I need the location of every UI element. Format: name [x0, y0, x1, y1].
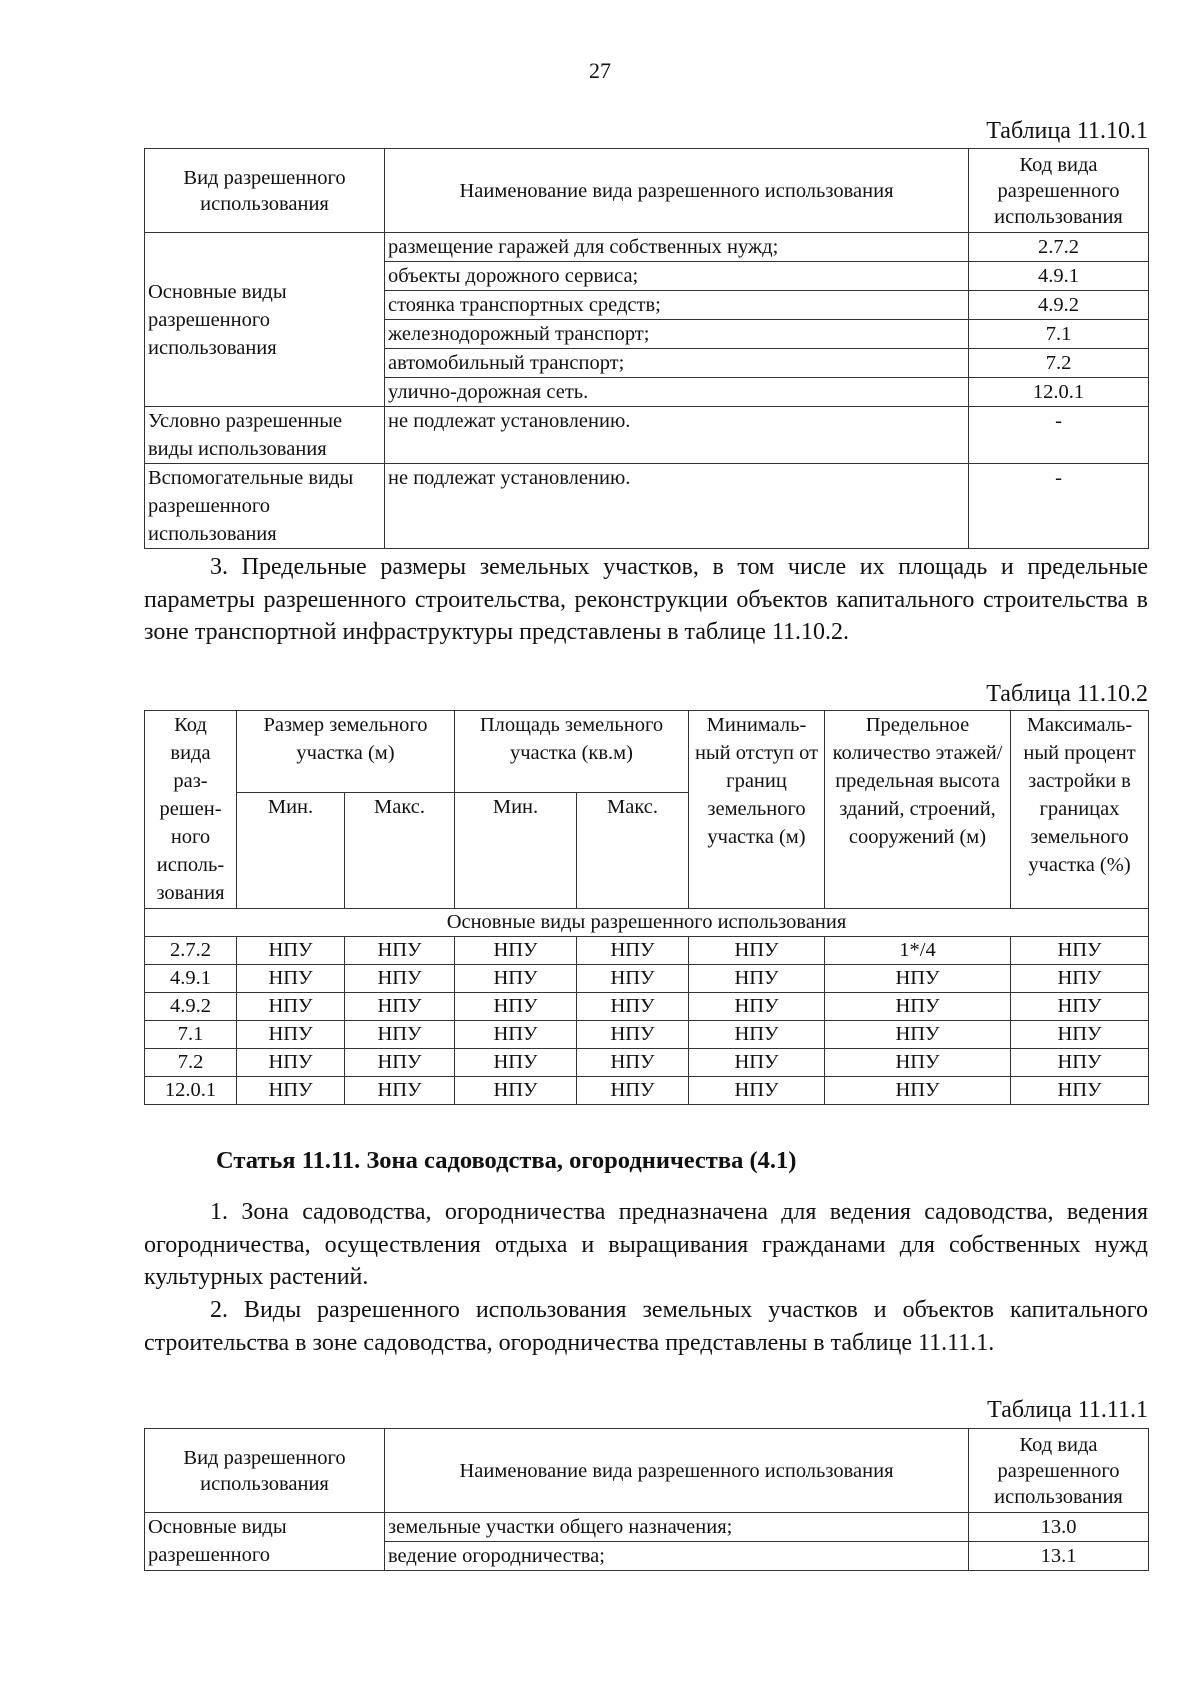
cell: НПУ [689, 1021, 825, 1049]
paragraph-article-1-text: 1. Зона садоводства, огородничества предназначена для ведения садоводства, ведения огородничества, осуществления отдыха и выращивания гражданами для собственных нужд культурных растений. [144, 1199, 1148, 1290]
cell: НПУ [345, 1049, 455, 1077]
use-code: 7.1 [969, 320, 1149, 349]
use-name: земельные участки общего назначения; [385, 1513, 969, 1542]
cell: НПУ [825, 993, 1011, 1021]
table-caption-11-10-1: Таблица 11.10.1 [986, 118, 1148, 144]
cell: 7.2 [145, 1049, 237, 1077]
cell: НПУ [825, 1077, 1011, 1105]
table-row [145, 1049, 1149, 1077]
permitted-use-table-11-11-1 [144, 1428, 1149, 1571]
cell: НПУ [237, 1049, 345, 1077]
cell: НПУ [455, 1049, 577, 1077]
header-use-code: Код вида разрешенного использования [969, 1429, 1149, 1513]
cell: НПУ [825, 1049, 1011, 1077]
cell: НПУ [825, 1021, 1011, 1049]
cell: НПУ [689, 937, 825, 965]
cell: НПУ [689, 1077, 825, 1105]
header-use-code: Код вида разрешенного использования [969, 149, 1149, 233]
header-max-building-percent: Максималь-ный процент застройки в границах земельного участка (%) [1011, 711, 1149, 909]
cell: НПУ [1011, 1049, 1149, 1077]
parameters-table-11-10-2 [144, 710, 1149, 1105]
paragraph-article-2 [144, 1294, 1148, 1359]
table-row [145, 1021, 1149, 1049]
cell: НПУ [577, 1049, 689, 1077]
cell: НПУ [689, 1049, 825, 1077]
page-number: 27 [589, 58, 611, 83]
header-size-min: Мин. [237, 793, 345, 909]
cell: НПУ [577, 1077, 689, 1105]
header-plot-area: Площадь земельного участка (кв.м) [455, 711, 689, 793]
use-code: - [969, 464, 1149, 549]
cell: НПУ [345, 1021, 455, 1049]
cell: НПУ [237, 937, 345, 965]
cell: 2.7.2 [145, 937, 237, 965]
header-use-name: Наименование вида разрешенного использования [385, 149, 969, 233]
cell: 12.0.1 [145, 1077, 237, 1105]
header-min-setback: Минималь-ный отступ от границ земельного участка (м) [689, 711, 825, 909]
use-name: не подлежат установлению. [385, 464, 969, 549]
cell: НПУ [345, 965, 455, 993]
cell: НПУ [577, 993, 689, 1021]
permitted-use-table-11-10-1 [144, 148, 1149, 549]
cell: 7.1 [145, 1021, 237, 1049]
group-main-uses: Основные виды разрешенного [145, 1513, 385, 1571]
use-name: автомобильный транспорт; [385, 349, 969, 378]
header-size-max: Макс. [345, 793, 455, 909]
cell: НПУ [455, 1021, 577, 1049]
cell: НПУ [577, 965, 689, 993]
cell: НПУ [1011, 937, 1149, 965]
cell: НПУ [455, 937, 577, 965]
header-use-type: Вид разрешенного использования [145, 1429, 385, 1513]
use-name: не подлежат установлению. [385, 407, 969, 464]
group-main-uses: Основные виды разрешенного использования [145, 233, 385, 407]
group-main-uses-row: Основные виды разрешенного использования [145, 909, 1149, 937]
use-name: размещение гаражей для собственных нужд; [385, 233, 969, 262]
use-code: - [969, 407, 1149, 464]
header-area-min: Мин. [455, 793, 577, 909]
use-code: 7.2 [969, 349, 1149, 378]
cell: 4.9.2 [145, 993, 237, 1021]
cell: НПУ [345, 937, 455, 965]
header-use-name: Наименование вида разрешенного использования [385, 1429, 969, 1513]
cell: НПУ [237, 1021, 345, 1049]
cell: НПУ [237, 1077, 345, 1105]
paragraph-article-1 [144, 1196, 1148, 1294]
cell: НПУ [689, 993, 825, 1021]
group-conditional-uses: Условно разрешенные виды использования [145, 407, 385, 464]
table-caption-11-10-2: Таблица 11.10.2 [986, 681, 1148, 707]
cell: 1*/4 [825, 937, 1011, 965]
table-row [145, 993, 1149, 1021]
table-row [145, 1077, 1149, 1105]
cell: НПУ [825, 965, 1011, 993]
table-caption-11-11-1: Таблица 11.11.1 [987, 1397, 1148, 1423]
cell: НПУ [237, 965, 345, 993]
paragraph-3 [144, 551, 1148, 649]
table-row [145, 965, 1149, 993]
cell: НПУ [1011, 1021, 1149, 1049]
table-row [145, 937, 1149, 965]
cell: НПУ [345, 993, 455, 1021]
use-code: 2.7.2 [969, 233, 1149, 262]
header-code: Код вида раз- решен- ного исполь- зования [145, 711, 237, 909]
cell: НПУ [689, 965, 825, 993]
cell: НПУ [237, 993, 345, 1021]
use-name: железнодорожный транспорт; [385, 320, 969, 349]
cell: НПУ [1011, 1077, 1149, 1105]
paragraph-3-text: 3. Предельные размеры земельных участков, в том числе их площадь и предельные параметры разрешенного строительства, реконструкции объектов капитального строительства в зоне транспортной инфраструктуры представлены в таблице 11.10.2. [144, 554, 1148, 645]
use-code: 4.9.1 [969, 262, 1149, 291]
use-name: объекты дорожного сервиса; [385, 262, 969, 291]
use-code: 13.0 [969, 1513, 1149, 1542]
header-plot-size: Размер земельного участка (м) [237, 711, 455, 793]
use-name: стоянка транспортных средств; [385, 291, 969, 320]
cell: НПУ [455, 993, 577, 1021]
use-code: 4.9.2 [969, 291, 1149, 320]
article-heading: Статья 11.11. Зона садоводства, огородничества (4.1) [216, 1147, 797, 1174]
group-auxiliary-uses: Вспомогательные виды разрешенного использования [145, 464, 385, 549]
header-use-type: Вид разрешенного использования [145, 149, 385, 233]
use-name: улично-дорожная сеть. [385, 378, 969, 407]
cell: НПУ [455, 965, 577, 993]
cell: НПУ [1011, 993, 1149, 1021]
use-name: ведение огородничества; [385, 1542, 969, 1571]
cell: 4.9.1 [145, 965, 237, 993]
cell: НПУ [455, 1077, 577, 1105]
header-area-max: Макс. [577, 793, 689, 909]
cell: НПУ [1011, 965, 1149, 993]
cell: НПУ [577, 1021, 689, 1049]
use-code: 13.1 [969, 1542, 1149, 1571]
use-code: 12.0.1 [969, 378, 1149, 407]
paragraph-article-2-text: 2. Виды разрешенного использования земельных участков и объектов капитального строительства в зоне садоводства, огородничества представлены в таблице 11.11.1. [144, 1297, 1148, 1356]
cell: НПУ [345, 1077, 455, 1105]
header-max-floors-height: Предельное количество этажей/ предельная высота зданий, строений, сооружений (м) [825, 711, 1011, 909]
cell: НПУ [577, 937, 689, 965]
